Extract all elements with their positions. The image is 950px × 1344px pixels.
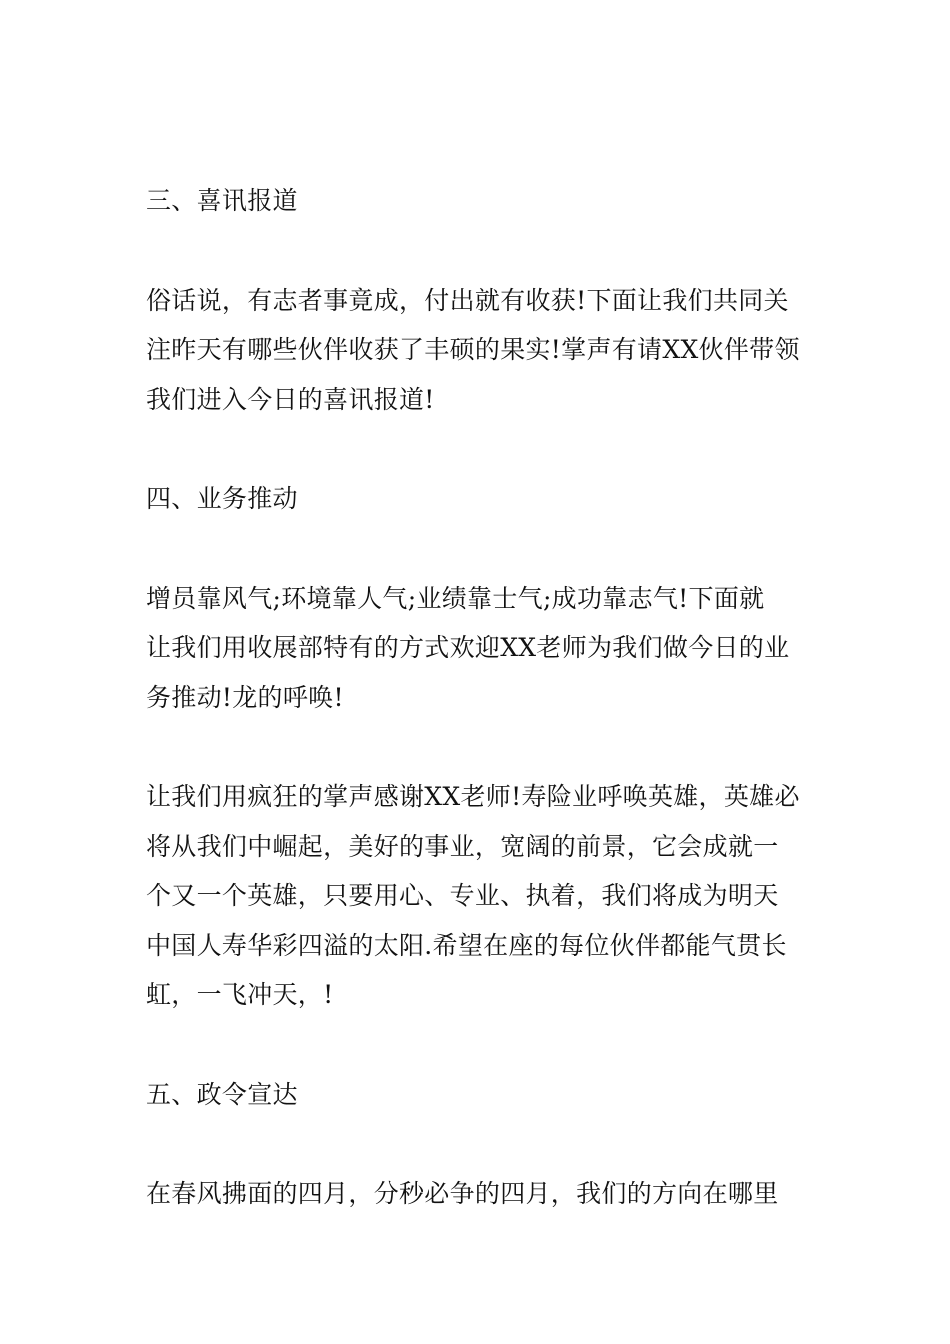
section-heading-policy-announcement: 五、政令宣达: [146, 1079, 298, 1109]
paragraph-line: 让我们用收展部特有的方式欢迎XX老师为我们做今日的业: [146, 633, 790, 662]
paragraph-good-news: [146, 276, 810, 425]
paragraph-line: 我们进入今日的喜讯报道!: [146, 384, 435, 414]
paragraph-line: 在春风拂面的四月，分秒必争的四月，我们的方向在哪里: [146, 1179, 779, 1208]
paragraph-line: 将从我们中崛起，美好的事业，宽阔的前景，它会成就一: [146, 831, 779, 861]
paragraph-business-promotion: [146, 574, 810, 723]
section-heading-good-news: 三、喜讯报道: [146, 186, 298, 215]
document-body: [146, 176, 810, 1269]
paragraph-thanks-teacher: [146, 772, 810, 1020]
paragraph-line: 增员靠风气;环境靠人气;业绩靠士气;成功靠志气!下面就: [146, 583, 765, 613]
section-heading-business-promotion: 四、业务推动: [146, 484, 298, 513]
paragraph-line: 让我们用疯狂的掌声感谢XX老师!寿险业呼唤英雄，英雄必: [146, 782, 800, 811]
paragraph-line: 务推动!龙的呼唤!: [146, 682, 344, 712]
paragraph-line: 俗话说，有志者事竟成，付出就有收获!下面让我们共同关: [146, 285, 789, 315]
paragraph-line: 中国人寿华彩四溢的太阳.希望在座的每位伙伴都能气贯长: [146, 930, 787, 960]
paragraph-policy-announcement: [146, 1169, 810, 1219]
paragraph-line: 注昨天有哪些伙伴收获了丰硕的果实!掌声有请XX伙伴带领: [146, 335, 800, 364]
paragraph-line: 虹，一飞冲天，!: [146, 980, 334, 1009]
paragraph-line: 个又一个英雄，只要用心、专业、执着，我们将成为明天: [146, 881, 779, 910]
